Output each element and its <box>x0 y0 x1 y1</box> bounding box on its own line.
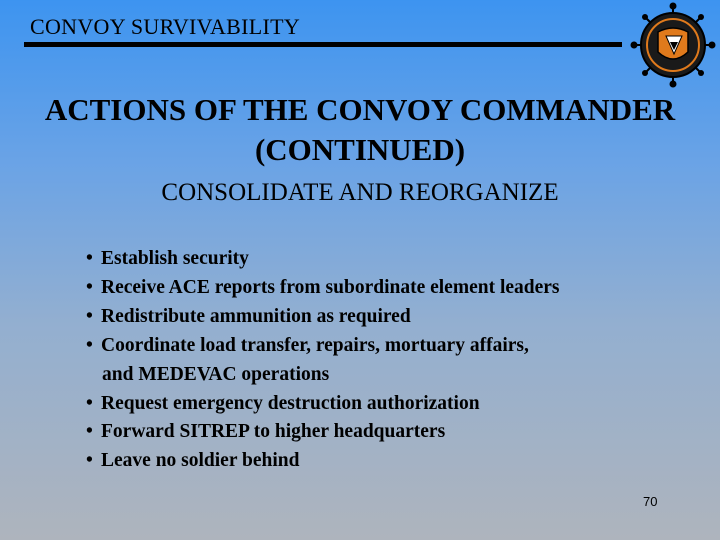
page-number: 70 <box>643 494 658 509</box>
bullet-dot-icon: • <box>86 421 93 443</box>
bullet-item <box>86 245 560 274</box>
bullet-dot-icon: • <box>86 248 93 269</box>
bullet-dot-icon: • <box>86 334 93 356</box>
bullet-text: Receive ACE reports from subordinate element leaders <box>101 276 560 298</box>
convoy-emblem-icon <box>630 2 716 88</box>
header-title: CONVOY SURVIVABILITY <box>30 14 301 39</box>
bullet-dot-icon: • <box>86 392 93 414</box>
bullet-dot-icon: • <box>86 305 93 327</box>
bullet-item <box>86 390 560 419</box>
slide-title-line-1: ACTIONS OF THE CONVOY COMMANDER <box>44 92 676 127</box>
bullet-text: Establish security <box>101 248 249 269</box>
slide-title <box>0 90 720 170</box>
bullet-text-continuation: and MEDEVAC operations <box>102 363 330 385</box>
bullet-item <box>86 418 560 447</box>
bullet-text: Forward SITREP to higher headquarters <box>101 421 446 443</box>
bullet-list <box>86 245 560 476</box>
bullet-item <box>86 274 560 303</box>
bullet-dot-icon: • <box>86 276 93 298</box>
bullet-text: Coordinate load transfer, repairs, mortuary affairs, <box>101 334 529 356</box>
bullet-dot-icon: • <box>86 450 93 472</box>
bullet-text: Leave no soldier behind <box>101 450 300 472</box>
header-rule <box>24 42 622 47</box>
bullet-item <box>86 447 560 476</box>
bullet-text: Request emergency destruction authorization <box>101 392 480 414</box>
slide-subtitle: CONSOLIDATE AND REORGANIZE <box>161 179 559 206</box>
bullet-text: Redistribute ammunition as required <box>101 305 411 327</box>
bullet-item <box>86 303 560 332</box>
slide-title-line-2: (CONTINUED) <box>254 132 466 167</box>
bullet-item <box>86 332 560 390</box>
